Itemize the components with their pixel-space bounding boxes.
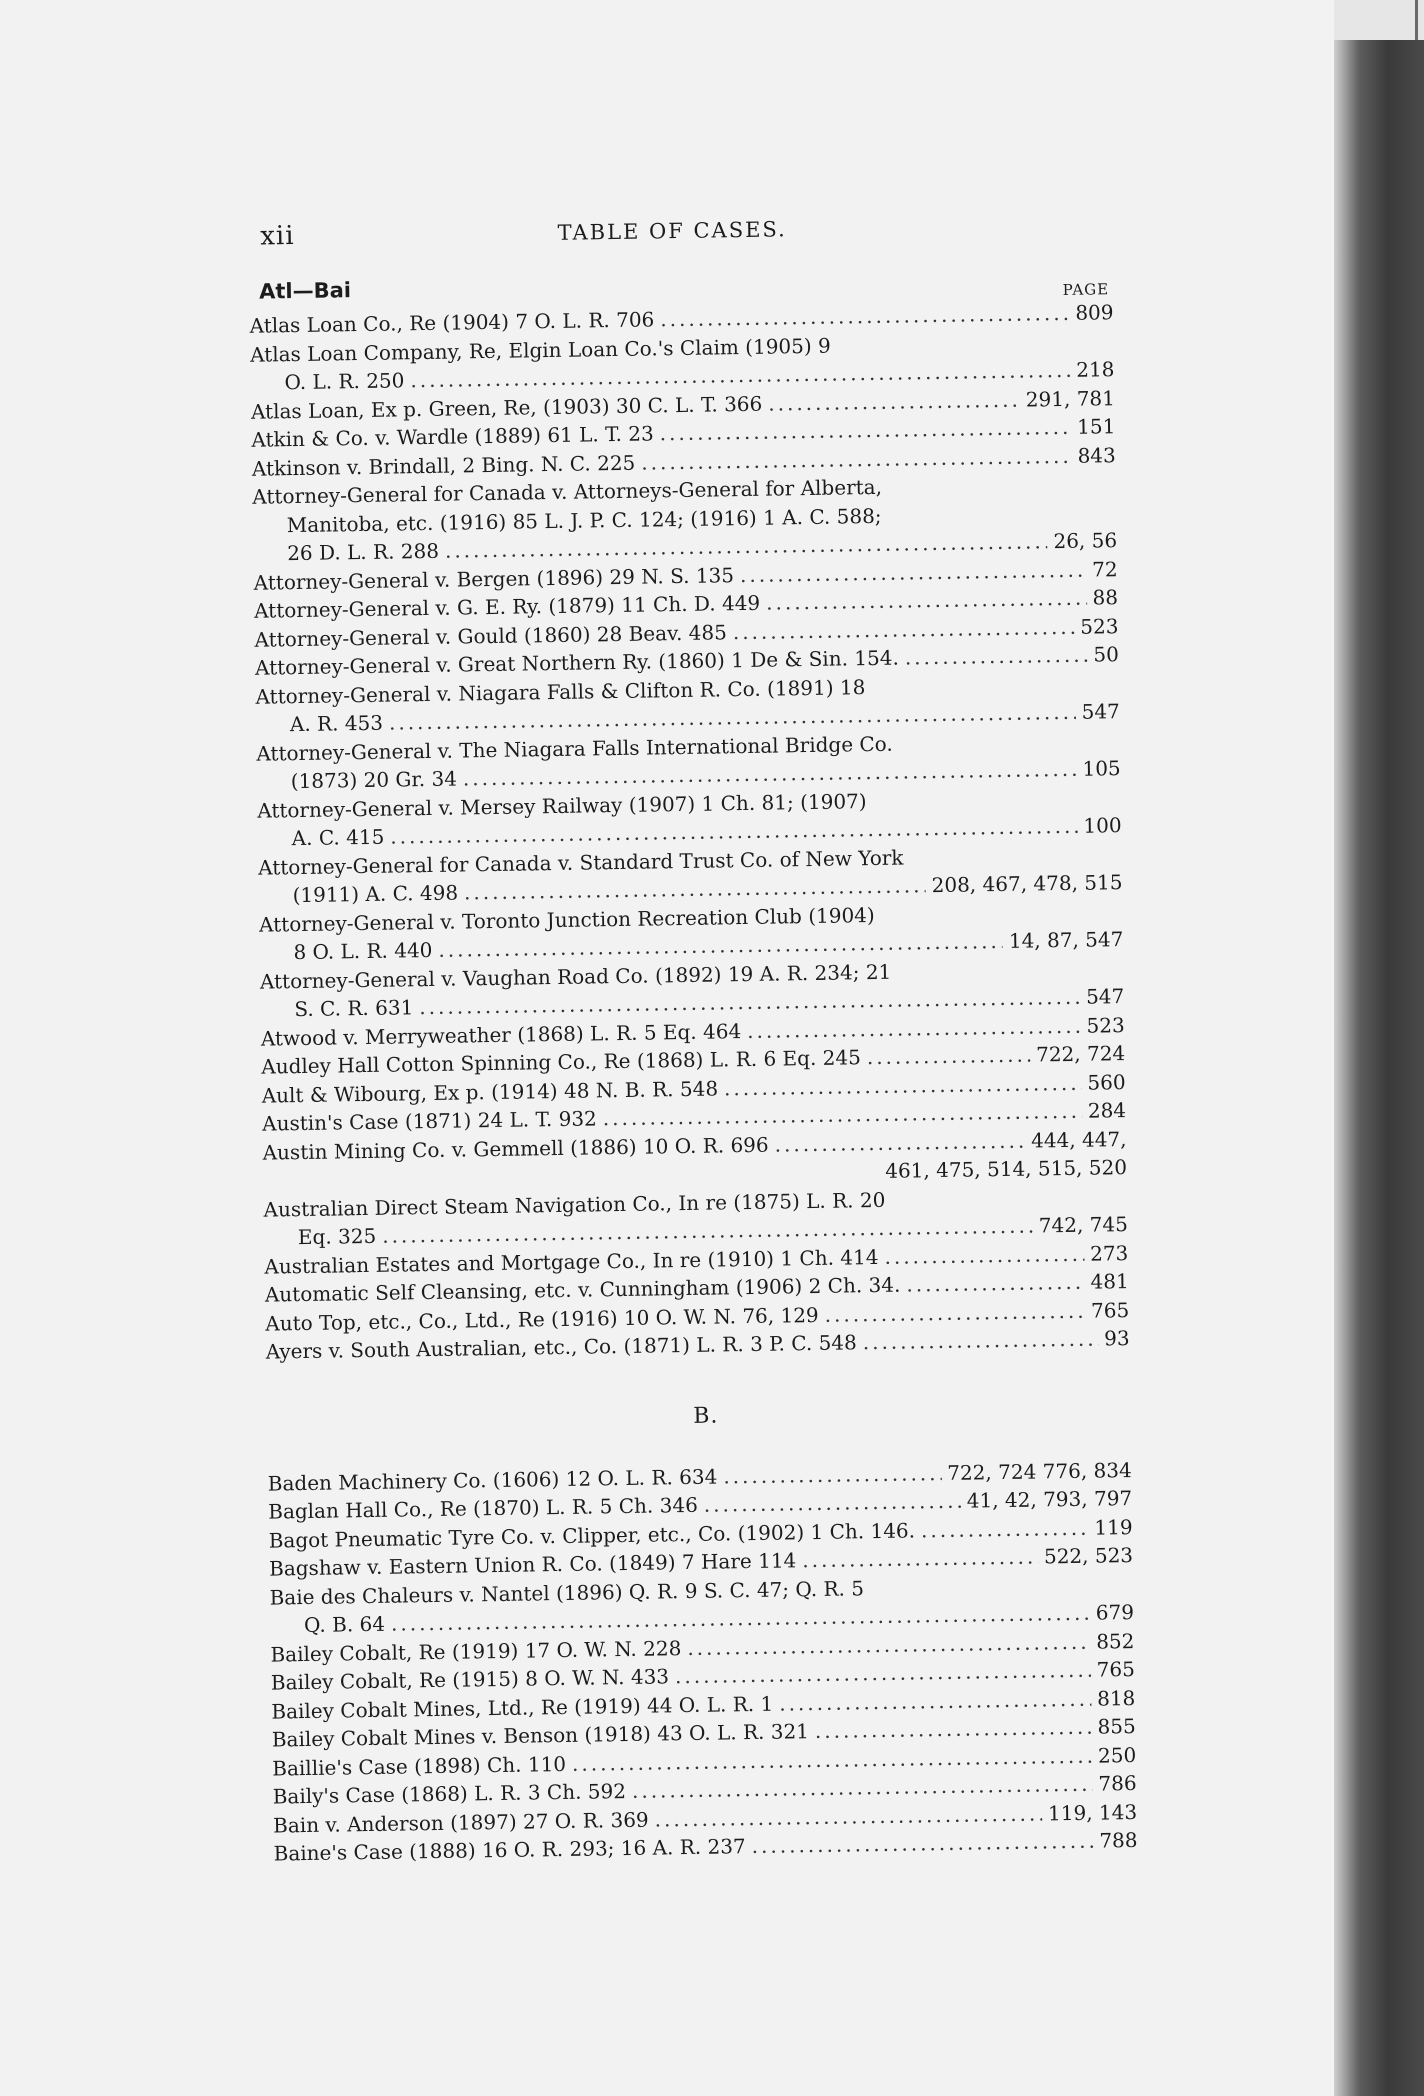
page-reference: 522, 523 xyxy=(1043,1543,1134,1569)
page-reference: 742, 745 xyxy=(1038,1212,1129,1238)
case-citation: Bain v. Anderson (1897) 27 O. R. 369 xyxy=(272,1807,649,1838)
case-citation: Attorney-General for Canada v. Standard Trust Co. of New York xyxy=(257,845,904,880)
case-citation: Attorney-General v. G. E. Ry. (1879) 11 Ch. D. 449 xyxy=(253,590,761,623)
case-citation: Baie des Chaleurs v. Nantel (1896) Q. R. 9 S. C. 47; Q. R. 5 xyxy=(269,1575,865,1610)
section-heading: B. xyxy=(693,1403,719,1429)
case-list-b xyxy=(252,1456,1138,1869)
page-reference: 722, 724 776, 834 xyxy=(947,1457,1132,1485)
page-reference: 765 xyxy=(1096,1656,1136,1682)
index-range: Atl—Bai xyxy=(258,278,352,304)
case-citation: Eq. 325 xyxy=(297,1223,377,1250)
book-page xyxy=(232,208,1138,1868)
case-citation: Baily's Case (1868) L. R. 3 Ch. 592 xyxy=(272,1779,627,1809)
dot-leader xyxy=(824,1296,1085,1329)
page-reference: 481 xyxy=(1090,1269,1129,1294)
page-reference: 560 xyxy=(1087,1069,1126,1095)
dot-leader xyxy=(815,1713,1092,1746)
page-reference: 786 xyxy=(1098,1770,1137,1796)
book-page-edge xyxy=(1334,40,1424,2096)
case-citation: Attorney-General v. Niagara Falls & Clifton R. Co. (1891) 18 xyxy=(255,674,866,709)
page-reference: 809 xyxy=(1075,300,1114,325)
dot-leader xyxy=(906,1268,1085,1299)
case-citation: Bailey Cobalt, Re (1915) 8 O. W. N. 433 xyxy=(270,1664,670,1695)
page-column-label: PAGE xyxy=(1062,280,1110,299)
case-citation: Attorney-General v. Mersey Railway (1907) 1 Ch. 81; (1907) xyxy=(257,788,867,823)
page-reference: 843 xyxy=(1077,442,1116,468)
dot-leader xyxy=(751,1827,1093,1861)
dot-leader xyxy=(704,1487,961,1520)
page-reference: 100 xyxy=(1083,813,1122,838)
case-citation: Attorney-General v. The Niagara Falls International Bridge Co. xyxy=(256,731,893,766)
dot-leader xyxy=(905,641,1088,672)
dot-leader xyxy=(802,1543,1038,1575)
page-reference: 284 xyxy=(1087,1098,1127,1123)
page-reference: 855 xyxy=(1097,1713,1136,1739)
page-reference: 818 xyxy=(1096,1685,1136,1711)
case-citation: Auto Top, etc., Co., Ltd., Re (1916) 10 O. W. N. 76, 129 xyxy=(265,1302,819,1336)
page-reference: 765 xyxy=(1090,1297,1130,1323)
case-citation: Austin's Case (1871) 24 L. T. 932 xyxy=(261,1106,597,1136)
page-reference: 852 xyxy=(1096,1628,1135,1654)
case-citation: Atlas Loan, Ex p. Green, Re, (1903) 30 C. L. T. 366 xyxy=(250,391,763,424)
case-citation: Atkinson v. Brindall, 2 Bing. N. C. 225 xyxy=(251,450,636,481)
case-citation: (1911) A. C. 498 xyxy=(292,880,459,908)
case-citation: Q. B. 64 xyxy=(303,1611,386,1638)
case-citation: Atwood v. Merryweather (1868) L. R. 5 Eq. 464 xyxy=(260,1018,742,1051)
case-citation: Bagot Pneumatic Tyre Co. v. Clipper, etc., Co. (1902) 1 Ch. 146. xyxy=(268,1517,916,1553)
page-reference: 523 xyxy=(1086,1012,1125,1038)
dot-leader xyxy=(884,1239,1084,1271)
case-citation: Ault & Wibourg, Ex p. (1914) 48 N. B. R. 548 xyxy=(261,1075,719,1108)
case-citation: A. R. 453 xyxy=(289,710,384,737)
case-citation: Austin Mining Co. v. Gemmell (1886) 10 O. R. 696 xyxy=(262,1132,769,1165)
case-citation: Attorney-General v. Bergen (1896) 29 N. S. 135 xyxy=(253,562,735,595)
case-citation: Bailey Cobalt Mines, Ltd., Re (1919) 44 O. L. R. 1 xyxy=(271,1691,774,1724)
case-citation: Automatic Self Cleansing, etc. v. Cunningham (1906) 2 Ch. 34. xyxy=(264,1272,901,1307)
case-citation: Baine's Case (1888) 16 O. R. 293; 16 A. R. 237 xyxy=(273,1834,746,1866)
page-reference: 93 xyxy=(1104,1326,1130,1351)
case-citation: Bailey Cobalt Mines v. Benson (1918) 43 O. L. R. 321 xyxy=(271,1719,810,1752)
case-citation: Manitoba, etc. (1916) 85 L. J. P. C. 124; (1916) 1 A. C. 588; xyxy=(286,503,882,537)
case-citation: Attorney-General for Canada v. Attorneys-General for Alberta, xyxy=(252,474,883,509)
case-citation: Attorney-General v. Vaughan Road Co. (1892) 19 A. R. 234; 21 xyxy=(259,959,892,994)
case-citation: Ayers v. South Australian, etc., Co. (1871) L. R. 3 P. C. 548 xyxy=(265,1330,857,1364)
page-reference: 788 xyxy=(1099,1827,1138,1853)
page-number: xii xyxy=(259,221,295,252)
page-reference: 88 xyxy=(1092,585,1119,610)
case-citation: Audley Hall Cotton Spinning Co., Re (1868) L. R. 6 Eq. 245 xyxy=(261,1045,862,1079)
page-reference: 523 xyxy=(1080,613,1119,639)
page-reference: 50 xyxy=(1093,642,1120,667)
page-reference: 722, 724 xyxy=(1035,1041,1126,1067)
page-reference: 26, 56 xyxy=(1053,528,1118,554)
page-reference: 547 xyxy=(1081,699,1120,724)
dot-leader xyxy=(768,385,1020,417)
page-reference: 151 xyxy=(1076,414,1116,439)
case-citation: Bagshaw v. Eastern Union R. Co. (1849) 7 Hare 114 xyxy=(268,1548,797,1581)
dot-leader xyxy=(867,1041,1031,1072)
case-citation: S. C. R. 631 xyxy=(294,995,414,1022)
page-edge-mark xyxy=(1415,0,1418,40)
page-edge-top xyxy=(1334,0,1424,40)
case-citation: O. L. R. 250 xyxy=(284,368,405,395)
page-reference: 72 xyxy=(1091,556,1118,582)
page-reference: 547 xyxy=(1085,984,1125,1009)
case-citation: Australian Estates and Mortgage Co., In re (1910) 1 Ch. 414 xyxy=(264,1244,879,1279)
case-citation: Baillie's Case (1898) Ch. 110 xyxy=(272,1751,567,1781)
case-citation: Atlas Loan Co., Re (1904) 7 O. L. R. 706 xyxy=(249,307,655,338)
case-citation: Australian Direct Steam Navigation Co., In re (1875) L. R. 20 xyxy=(263,1187,886,1222)
case-citation: 26 D. L. R. 288 xyxy=(287,538,440,566)
page-reference: 461, 475, 514, 515, 520 xyxy=(885,1155,1128,1183)
case-citation: Atkin & Co. v. Wardle (1889) 61 L. T. 23 xyxy=(251,421,654,452)
page-reference: 208, 467, 478, 515 xyxy=(931,870,1123,898)
dot-leader xyxy=(774,1126,1025,1158)
page-reference: 291, 781 xyxy=(1025,385,1116,412)
page-reference: 119, 143 xyxy=(1047,1799,1138,1825)
page-reference: 105 xyxy=(1082,756,1121,781)
dot-leader xyxy=(723,1459,941,1491)
case-citation: Baden Machinery Co. (1606) 12 O. L. R. 634 xyxy=(267,1464,718,1496)
case-citation: Baglan Hall Co., Re (1870) L. R. 5 Ch. 346 xyxy=(268,1492,699,1524)
page-reference: 41, 42, 793, 797 xyxy=(966,1486,1133,1513)
page-reference: 250 xyxy=(1097,1742,1137,1768)
dot-leader xyxy=(921,1513,1089,1544)
case-citation: 8 O. L. R. 440 xyxy=(293,937,433,965)
dot-leader xyxy=(863,1325,1099,1357)
case-citation: A. C. 415 xyxy=(291,824,385,851)
page-reference: 119 xyxy=(1094,1514,1133,1540)
case-citation: Bailey Cobalt, Re (1919) 17 O. W. N. 228 xyxy=(270,1635,682,1667)
page-reference: 444, 447, xyxy=(1030,1126,1127,1153)
case-citation: Attorney-General v. Gould (1860) 28 Beav. 485 xyxy=(254,619,728,652)
case-entry xyxy=(236,469,1117,568)
running-title: TABLE OF CASES. xyxy=(557,217,787,245)
page-reference: 679 xyxy=(1095,1600,1135,1625)
page-reference: 273 xyxy=(1089,1240,1129,1266)
page-reference: 14, 87, 547 xyxy=(1008,927,1124,953)
case-citation: Attorney-General v. Great Northern Ry. (1860) 1 De & Sin. 154. xyxy=(254,645,900,680)
case-list-a xyxy=(233,298,1129,1366)
case-citation: Attorney-General v. Toronto Junction Recreation Club (1904) xyxy=(258,902,875,937)
case-citation: (1873) 20 Gr. 34 xyxy=(290,766,458,794)
case-citation: Atlas Loan Company, Re, Elgin Loan Co.'s Claim (1905) 9 xyxy=(249,333,831,367)
page-reference: 218 xyxy=(1076,357,1115,382)
